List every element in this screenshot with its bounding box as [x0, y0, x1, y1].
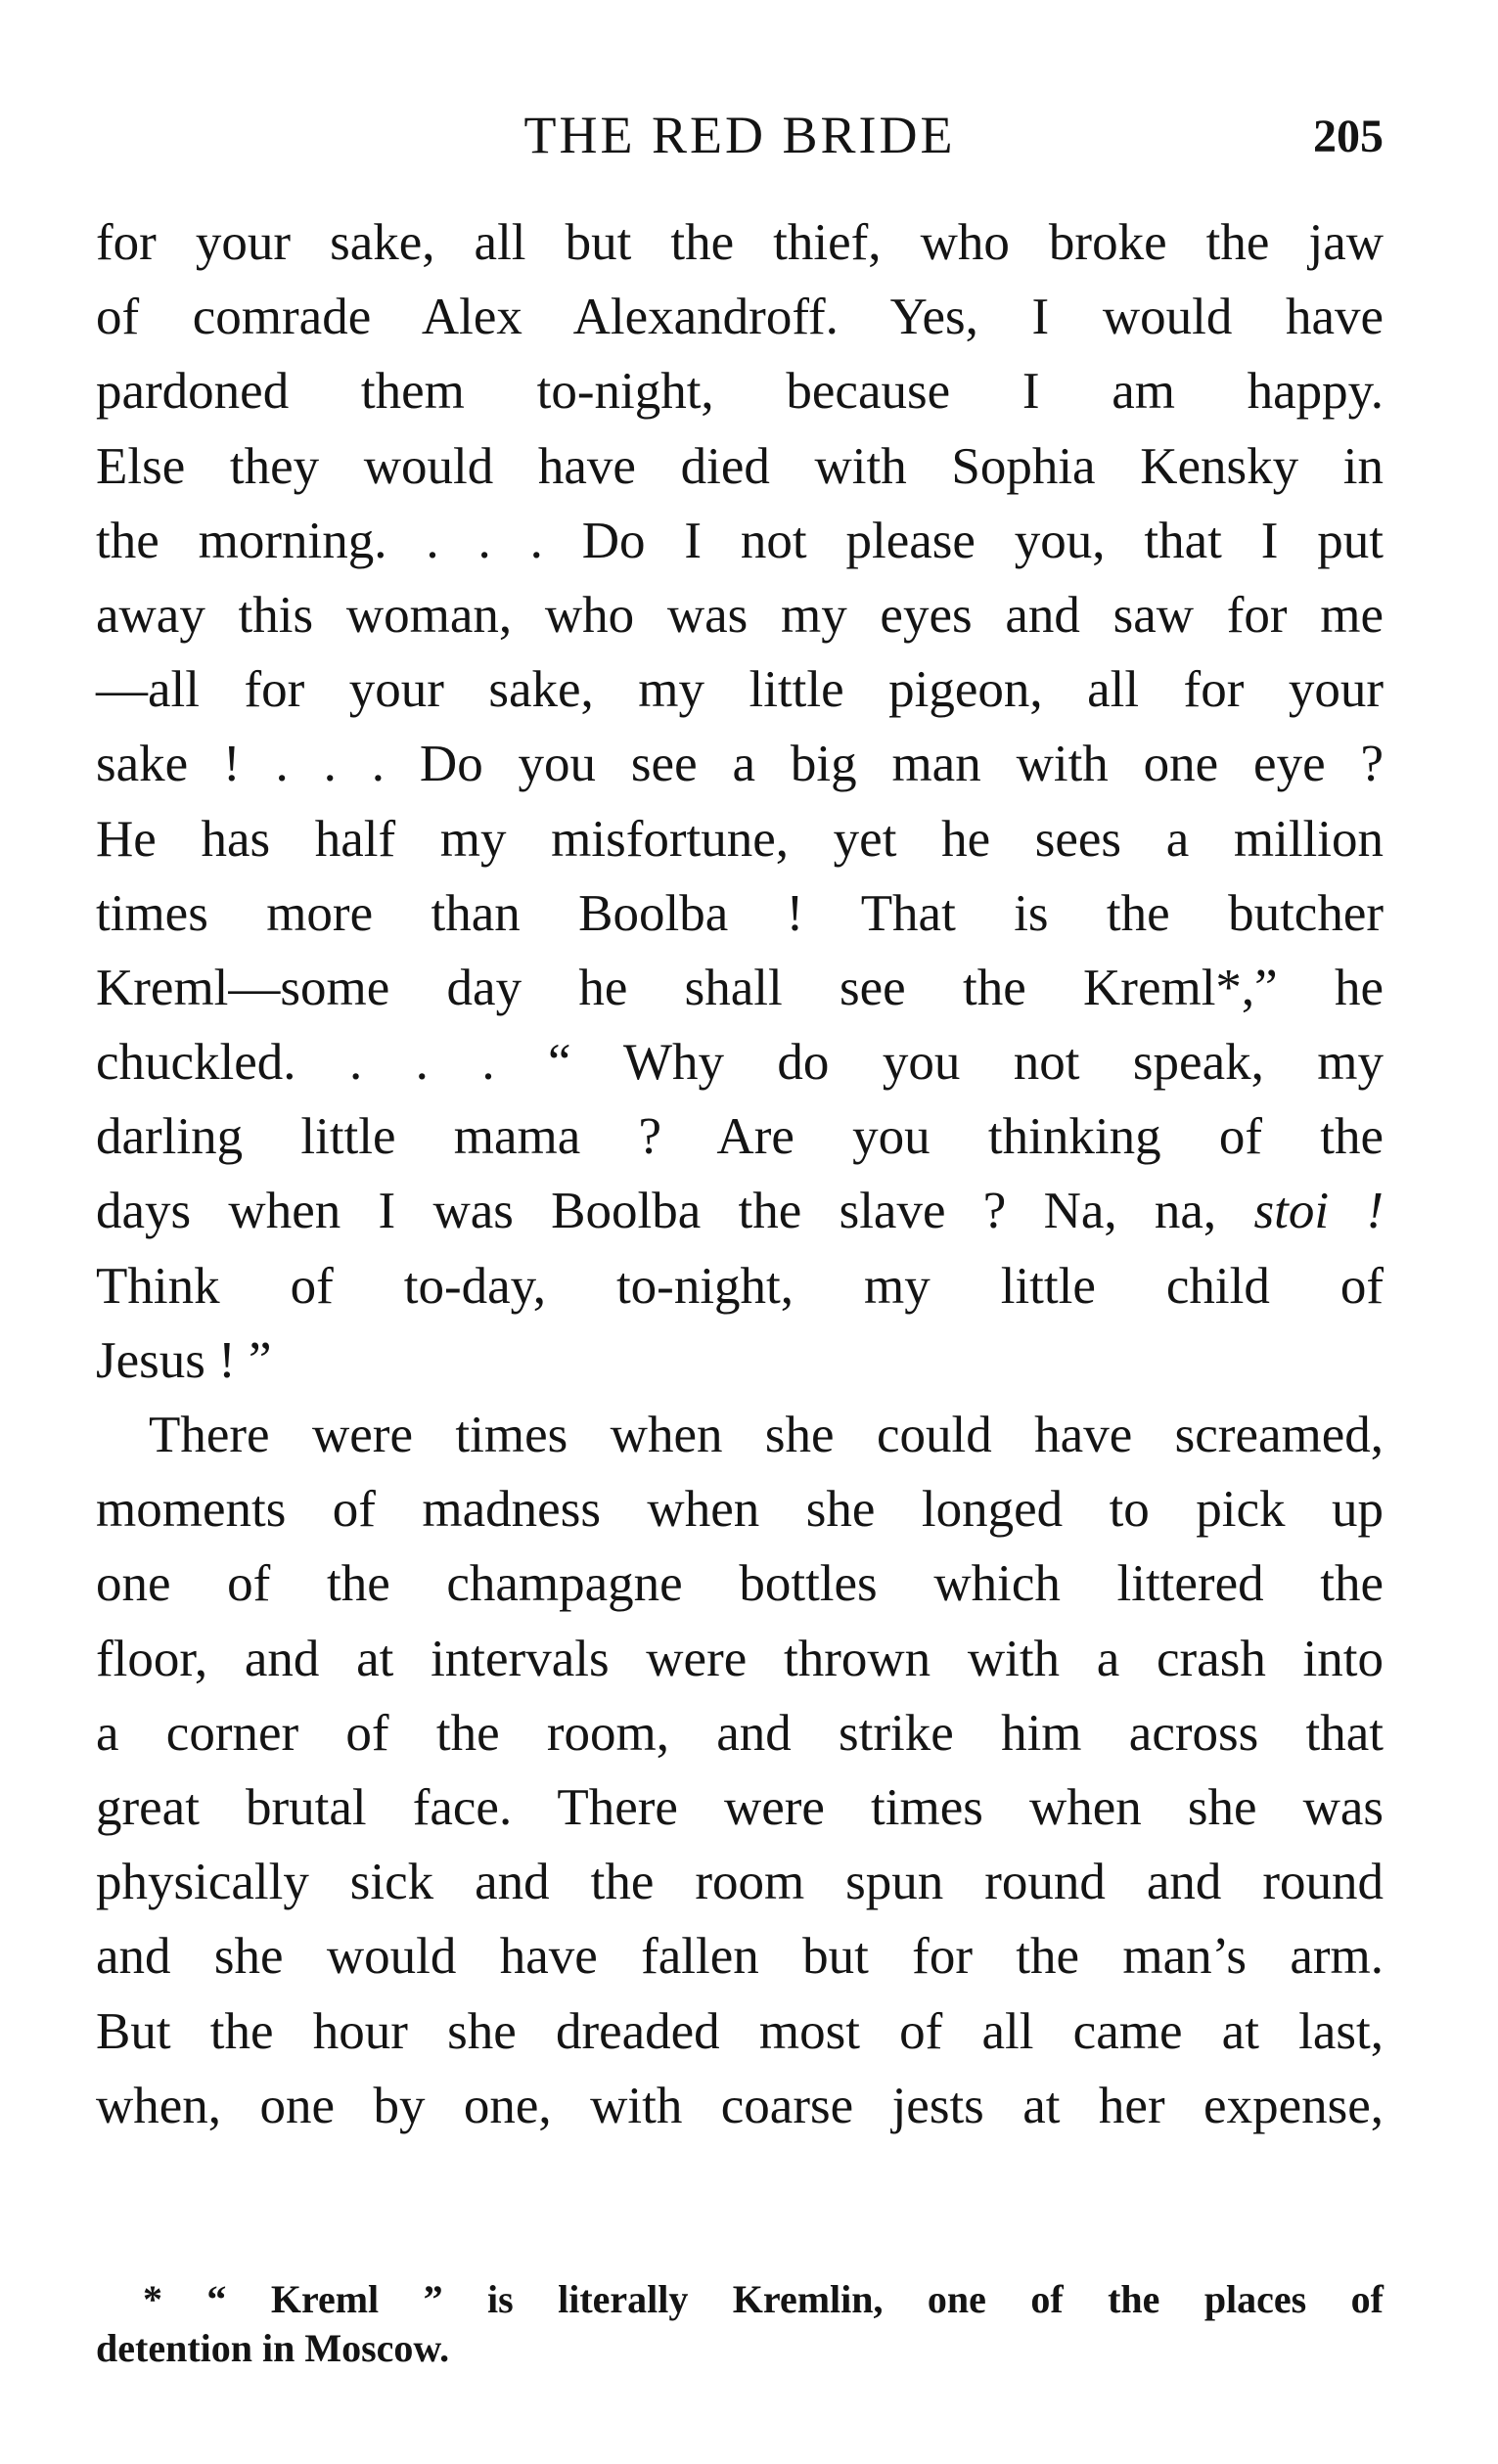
text-line: of comrade Alex Alexandroff. Yes, I would have — [96, 289, 1384, 346]
text-line: Think of to-day, to-night, my little child of — [96, 1257, 1384, 1315]
text-line: away this woman, who was my eyes and saw for me — [96, 586, 1384, 644]
text-line: when, one by one, with coarse jests at her expense, — [96, 2077, 1384, 2134]
text-line: He has half my misfortune, yet he sees a million — [96, 810, 1384, 868]
text-line: chuckled. . . . “ Why do you not speak, my — [96, 1034, 1384, 1092]
italic-word: stoi ! — [1253, 1183, 1384, 1240]
text-line: moments of madness when she longed to pick up — [96, 1481, 1384, 1539]
text-line: times more than Boolba ! That is the butcher — [96, 884, 1384, 942]
text-line: floor, and at intervals were thrown with a crash into — [96, 1630, 1384, 1687]
text-line: days when I was Boolba the slave ? Na, na, stoi ! — [96, 1183, 1384, 1240]
text-line: for your sake, all but the thief, who broke the jaw — [96, 214, 1384, 271]
text-line: But the hour she dreaded most of all came at last, — [96, 2002, 1384, 2060]
footnote — [96, 2275, 1384, 2373]
running-head — [96, 96, 1384, 174]
text-line: and she would have fallen but for the man’s arm. — [96, 1928, 1384, 1986]
text-line-paragraph-end: Jesus ! ” — [96, 1331, 272, 1389]
running-title: THE RED BRIDE — [523, 106, 956, 164]
text-line: Kreml—some day he shall see the Kreml*,” he — [96, 959, 1384, 1016]
text-line: Else they would have died with Sophia Kensky in — [96, 437, 1384, 495]
text-line: a corner of the room, and strike him across that — [96, 1704, 1384, 1762]
text-line: sake ! . . . Do you see a big man with one eye ? — [96, 736, 1384, 793]
text-line: —all for your sake, my little pigeon, all for your — [96, 661, 1384, 719]
footnote-line: * “ Kreml ” is literally Kremlin, one of the places of — [143, 2277, 1384, 2321]
page-number: 205 — [1313, 111, 1384, 162]
text-line: great brutal face. There were times when she was — [96, 1778, 1384, 1836]
body-text — [96, 205, 1384, 2143]
text-line: one of the champagne bottles which littered the — [96, 1555, 1384, 1613]
text-line: darling little mama ? Are you thinking of the — [96, 1108, 1384, 1166]
footnote-line: detention in Moscow. — [96, 2326, 450, 2370]
text-line: pardoned them to-night, because I am happy. — [96, 363, 1384, 421]
text-line: the morning. . . . Do I not please you, that I put — [96, 512, 1384, 569]
text-line: physically sick and the room spun round and round — [96, 1854, 1384, 1911]
text-line-paragraph-start: There were times when she could have screamed, — [149, 1407, 1384, 1463]
